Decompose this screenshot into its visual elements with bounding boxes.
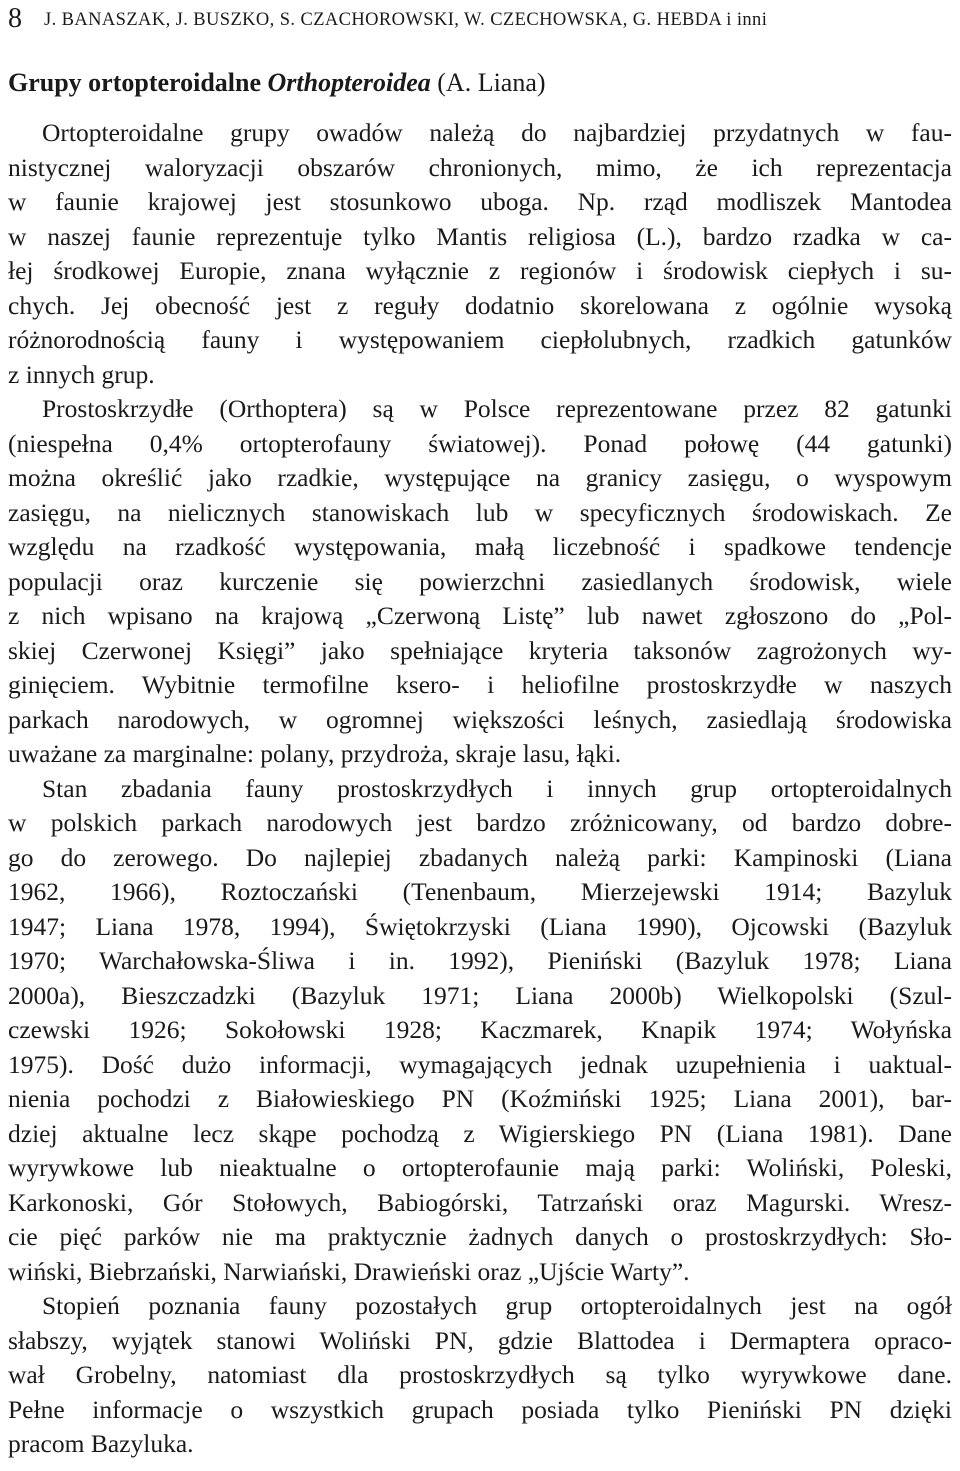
text-line: 2000a), Bieszczadzki (Bazyluk 1971; Liana 2000b) Wielkopolski (Szul- xyxy=(8,980,952,1010)
text-line: względu na rzadkość występowania, małą liczebność i spadkowe tendencje xyxy=(8,532,952,561)
text-line: Karkonoski, Gór Stołowych, Babiogórski, Tatrzański oraz Magurski. Wresz- xyxy=(8,1187,952,1217)
text-line: populacji oraz kurczenie się powierzchni zasiedlanych środowisk, wiele xyxy=(8,566,952,596)
running-header xyxy=(8,2,952,36)
text-line: cie pięć parków nie ma praktycznie żadnych danych o prostoskrzydłych: Sło- xyxy=(8,1222,952,1251)
text-line: z nich wpisano na krajową „Czerwoną Listę” lub nawet zgłoszono do „Pol- xyxy=(8,601,952,630)
text-line: w naszej faunie reprezentuje tylko Mantis religiosa (L.), bardzo rzadka w ca- xyxy=(8,221,952,251)
running-header-authors: J. BANASZAK, J. BUSZKO, S. CZACHOROWSKI, W. CZECHOWSKA, G. HEBDA i inni xyxy=(44,10,768,30)
text-line: 1970; Warchałowska-Śliwa i in. 1992), Pieniński (Bazyluk 1978; Liana xyxy=(8,946,952,975)
text-line: nistycznej waloryzacji obszarów chronionych, mimo, że ich reprezentacja xyxy=(8,152,952,182)
text-line: dziej aktualne lecz skąpe pochodzą z Wigierskiego PN (Liana 1981). Dane xyxy=(8,1118,952,1148)
text-line: pracom Bazyluka. xyxy=(8,1429,194,1458)
text-line: 1947; Liana 1978, 1994), Świętokrzyski (Liana 1990), Ojcowski (Bazyluk xyxy=(8,911,952,941)
text-line: można określić jako rzadkie, występujące na granicy zasięgu, o wyspowym xyxy=(8,463,952,492)
text-line: w faunie krajowej jest stosunkowo uboga. Np. rząd modliszek Mantodea xyxy=(8,187,952,216)
text-line: w polskich parkach narodowych jest bardzo zróżnicowany, od bardzo dobre- xyxy=(8,808,952,837)
text-line: różnorodnością fauny i występowaniem ciepłolubnych, rzadkich gatunków xyxy=(8,325,952,354)
text-line: parkach narodowych, w ogromnej większości leśnych, zasiedlają środowiska xyxy=(8,704,952,734)
text-line: słabszy, wyjątek stanowi Woliński PN, gdzie Blattodea i Dermaptera opraco- xyxy=(8,1325,952,1355)
section-heading-text: Grupy ortopteroidalne xyxy=(8,68,268,97)
text-line: z innych grup. xyxy=(8,359,155,389)
text-line: skiej Czerwonej Księgi” jako spełniające kryteria taksonów zagrożonych wy- xyxy=(8,635,952,665)
text-line: chych. Jej obecność jest z reguły dodatnio skorelowana z ogólnie wysoką xyxy=(8,290,952,320)
text-line: wyrywkowe lub nieaktualne o ortopterofaunie mają parki: Woliński, Poleski, xyxy=(8,1153,952,1182)
text-line: Stopień poznania fauny pozostałych grup ortopteroidalnych jest na ogół xyxy=(42,1291,952,1320)
text-line: zasięgu, na nielicznych stanowiskach lub w specyficznych środowiskach. Ze xyxy=(8,497,952,527)
text-line: wał Grobelny, natomiast dla prostoskrzydłych są tylko wyrywkowe dane. xyxy=(8,1360,952,1389)
text-line: czewski 1926; Sokołowski 1928; Kaczmarek, Knapik 1974; Wołyńska xyxy=(8,1015,952,1044)
text-line: łej środkowej Europie, znana wyłącznie z regionów i środowisk ciepłych i su- xyxy=(8,256,952,285)
text-line: nienia pochodzi z Białowieskiego PN (Koźmiński 1925; Liana 2001), bar- xyxy=(8,1084,952,1113)
text-line: wiński, Biebrzański, Narwiański, Drawieński oraz „Ujście Warty”. xyxy=(8,1256,690,1286)
section-heading-author: (A. Liana) xyxy=(430,68,546,97)
text-line: Prostoskrzydłe (Orthoptera) są w Polsce reprezentowane przez 82 gatunki xyxy=(42,394,952,423)
text-line: 1975). Dość dużo informacji, wymagających jednak uzupełnienia i uaktual- xyxy=(8,1049,952,1079)
text-line: ginięciem. Wybitnie termofilne ksero- i heliofilne prostoskrzydłe w naszych xyxy=(8,670,952,699)
page-number: 8 xyxy=(8,3,22,34)
text-line: Ortopteroidalne grupy owadów należą do najbardziej przydatnych w fau- xyxy=(42,118,952,147)
text-line: Pełne informacje o wszystkich grupach posiada tylko Pieniński PN dzięki xyxy=(8,1394,952,1424)
text-line: go do zerowego. Do najlepiej zbadanych należą parki: Kampinoski (Liana xyxy=(8,842,952,872)
text-line: (niespełna 0,4% ortopterofauny światowej). Ponad połowę (44 gatunki) xyxy=(8,428,952,458)
text-line: Stan zbadania fauny prostoskrzydłych i innych grup ortopteroidalnych xyxy=(42,773,952,803)
text-line: uważane za marginalne: polany, przydroża, skraje lasu, łąki. xyxy=(8,739,622,768)
section-heading-taxon: Orthopteroidea xyxy=(267,68,431,97)
body-text xyxy=(8,116,952,1462)
text-line: 1962, 1966), Roztoczański (Tenenbaum, Mierzejewski 1914; Bazyluk xyxy=(8,877,952,906)
section-heading xyxy=(8,66,952,100)
